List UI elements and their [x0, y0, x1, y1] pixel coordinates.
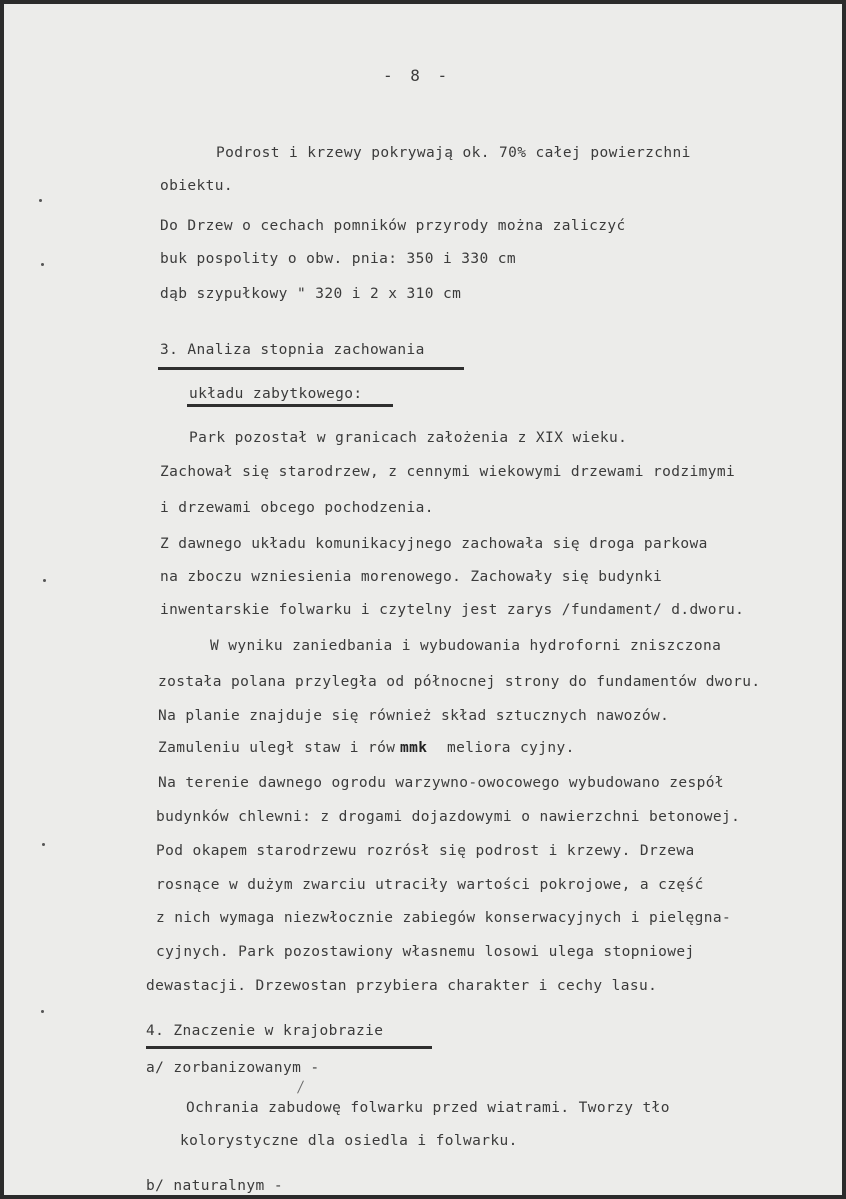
margin-dot	[39, 199, 42, 202]
page-number: - 8 -	[383, 66, 452, 85]
text-line: Ochrania zabudowę folwarku przed wiatrami. Tworzy tło	[186, 1100, 670, 1116]
struck-word: mmk	[400, 740, 428, 756]
text-line: Podrost i krzewy pokrywają ok. 70% całej powierzchni	[216, 145, 691, 161]
margin-dot	[41, 263, 44, 266]
text-line: Na terenie dawnego ogrodu warzywno-owocowego wybudowano zespół	[158, 775, 725, 791]
text-line: Pod okapem starodrzewu rozrósł się podrost i krzewy. Drzewa	[156, 843, 695, 859]
text-line: obiektu.	[160, 178, 234, 194]
text-line: z nich wymaga niezwłocznie zabiegów konserwacyjnych i pielęgna-	[156, 910, 732, 926]
text-line: na zboczu wzniesienia morenowego. Zachowały się budynki	[160, 569, 663, 585]
pen-mark	[297, 1080, 304, 1093]
text-line: meliora cyjny.	[447, 740, 575, 756]
text-line: inwentarskie folwarku i czytelny jest zarys /fundament/ d.dworu.	[160, 602, 745, 618]
text-line: W wyniku zaniedbania i wybudowania hydroforni zniszczona	[210, 638, 722, 654]
text-line: i drzewami obcego pochodzenia.	[160, 500, 434, 516]
section-3-subheading: układu zabytkowego:	[189, 386, 363, 402]
text-line: rosnące w dużym zwarciu utraciły wartości pokrojowe, a część	[156, 877, 704, 893]
text-line: Do Drzew o cechach pomników przyrody można zaliczyć	[160, 218, 626, 234]
margin-dot	[42, 843, 45, 846]
list-item-a: a/ zorbanizowanym -	[146, 1060, 320, 1076]
heading-underline	[187, 404, 393, 407]
text-line: cyjnych. Park pozostawiony własnemu losowi ulega stopniowej	[156, 944, 695, 960]
text-line: została polana przyległa od północnej strony do fundamentów dworu.	[158, 674, 761, 690]
text-line: dąb szypułkowy " 320 i 2 x 310 cm	[160, 286, 462, 302]
heading-underline	[146, 1046, 432, 1049]
section-4-heading: 4. Znaczenie w krajobrazie	[146, 1023, 384, 1039]
text-line: Z dawnego układu komunikacyjnego zachowała się droga parkowa	[160, 536, 708, 552]
text-line: budynków chlewni: z drogami dojazdowymi o nawierzchni betonowej.	[156, 809, 741, 825]
text-line: Na planie znajduje się również skład sztucznych nawozów.	[158, 708, 670, 724]
text-line: kolorystyczne dla osiedla i folwarku.	[180, 1133, 518, 1149]
margin-dot	[43, 579, 46, 582]
margin-dot	[41, 1010, 44, 1013]
text-line: dewastacji. Drzewostan przybiera charakter i cechy lasu.	[146, 978, 658, 994]
text-line: buk pospolity o obw. pnia: 350 i 330 cm	[160, 251, 517, 267]
text-line: Park pozostał w granicach założenia z XIX wieku.	[189, 430, 628, 446]
section-3-heading: 3. Analiza stopnia zachowania	[160, 342, 425, 358]
heading-underline	[158, 367, 464, 370]
list-item-b: b/ naturalnym -	[146, 1178, 283, 1194]
text-line: Zachował się starodrzew, z cennymi wiekowymi drzewami rodzimymi	[160, 464, 736, 480]
text-line: Zamuleniu uległ staw i rów	[158, 740, 396, 756]
